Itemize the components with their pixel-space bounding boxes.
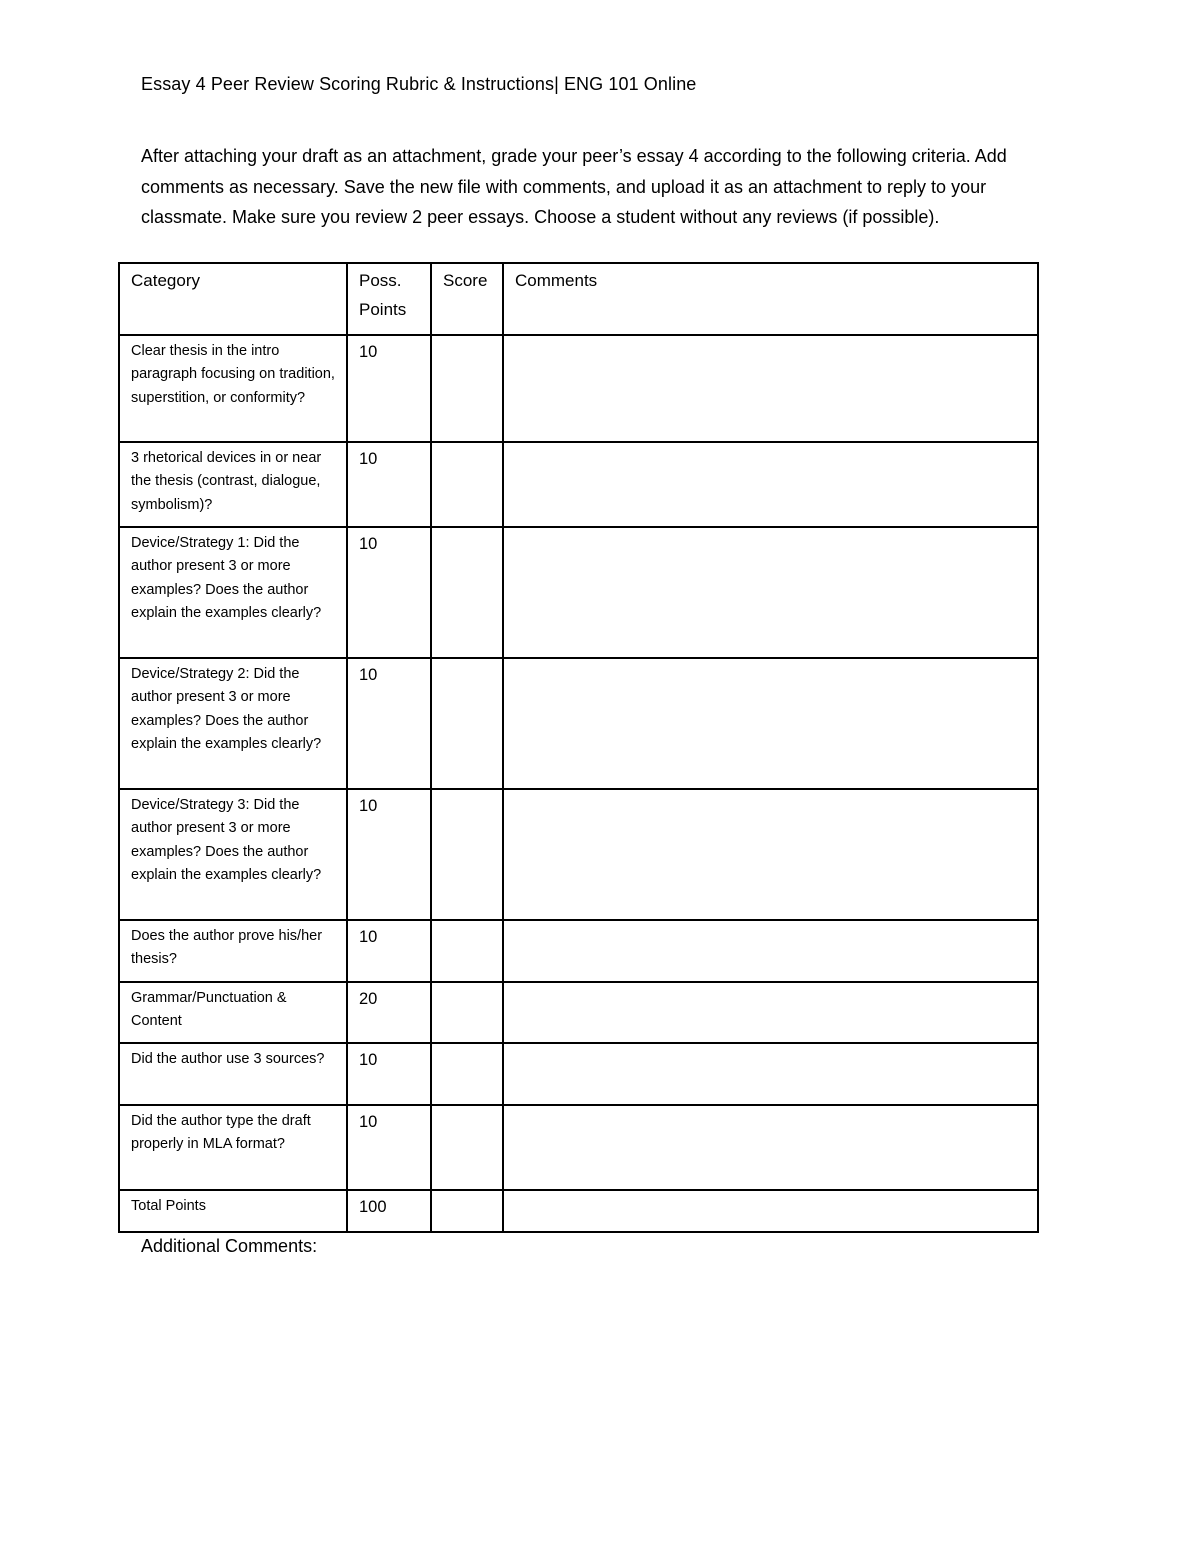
category-cell: Device/Strategy 1: Did the author present 3 or more examples? Does the author explain the examples clearly? (119, 527, 347, 658)
comments-cell[interactable] (503, 920, 1038, 982)
comments-cell[interactable] (503, 982, 1038, 1043)
score-cell[interactable] (431, 789, 503, 920)
header-possible-points: Poss. Points (347, 263, 431, 335)
points-cell: 10 (347, 442, 431, 527)
table-row (119, 658, 1038, 789)
table-row (119, 982, 1038, 1043)
score-cell[interactable] (431, 982, 503, 1043)
score-cell[interactable] (431, 1105, 503, 1190)
score-cell[interactable] (431, 658, 503, 789)
category-cell: Device/Strategy 3: Did the author present 3 or more examples? Does the author explain the examples clearly? (119, 789, 347, 920)
points-cell: 10 (347, 1105, 431, 1190)
document-header: Essay 4 Peer Review Scoring Rubric & Instructions| ENG 101 Online (141, 74, 697, 94)
comments-cell[interactable] (503, 442, 1038, 527)
points-cell: 10 (347, 789, 431, 920)
rubric-table (118, 262, 1039, 1233)
category-cell: Does the author prove his/her thesis? (119, 920, 347, 982)
score-cell[interactable] (431, 1190, 503, 1232)
table-row (119, 920, 1038, 982)
instructions-paragraph: After attaching your draft as an attachment, grade your peer’s essay 4 according to the following criteria. Add comments as necessary. Save the new file with comments, and upload it as an attachment to reply to your classmate. Make sure you review 2 peer essays. Choose a student without any reviews (if possible). (141, 146, 1007, 227)
category-cell: Did the author use 3 sources? (119, 1043, 347, 1105)
header-category: Category (119, 263, 347, 335)
score-cell[interactable] (431, 527, 503, 658)
table-row (119, 1105, 1038, 1190)
category-cell: Total Points (119, 1190, 347, 1232)
points-cell: 10 (347, 920, 431, 982)
score-cell[interactable] (431, 920, 503, 982)
score-cell[interactable] (431, 442, 503, 527)
header-comments: Comments (503, 263, 1038, 335)
table-row (119, 789, 1038, 920)
table-row (119, 527, 1038, 658)
points-cell: 10 (347, 335, 431, 442)
points-cell: 10 (347, 527, 431, 658)
category-cell: Grammar/Punctuation & Content (119, 982, 347, 1043)
comments-cell[interactable] (503, 335, 1038, 442)
score-cell[interactable] (431, 1043, 503, 1105)
comments-cell[interactable] (503, 1105, 1038, 1190)
category-cell: Clear thesis in the intro paragraph focusing on tradition, superstition, or conformity? (119, 335, 347, 442)
comments-cell[interactable] (503, 1190, 1038, 1232)
comments-cell[interactable] (503, 789, 1038, 920)
score-cell[interactable] (431, 335, 503, 442)
points-cell: 10 (347, 658, 431, 789)
comments-cell[interactable] (503, 1043, 1038, 1105)
points-cell: 20 (347, 982, 431, 1043)
table-row (119, 442, 1038, 527)
points-cell: 10 (347, 1043, 431, 1105)
category-cell: Device/Strategy 2: Did the author present 3 or more examples? Does the author explain the examples clearly? (119, 658, 347, 789)
total-points-row (119, 1190, 1038, 1232)
category-cell: Did the author type the draft properly in MLA format? (119, 1105, 347, 1190)
comments-cell[interactable] (503, 658, 1038, 789)
comments-cell[interactable] (503, 527, 1038, 658)
table-header-row (119, 263, 1038, 335)
category-cell: 3 rhetorical devices in or near the thesis (contrast, dialogue, symbolism)? (119, 442, 347, 527)
table-row (119, 1043, 1038, 1105)
points-cell: 100 (347, 1190, 431, 1232)
table-row (119, 335, 1038, 442)
header-score: Score (431, 263, 503, 335)
additional-comments-label: Additional Comments: (141, 1236, 318, 1256)
